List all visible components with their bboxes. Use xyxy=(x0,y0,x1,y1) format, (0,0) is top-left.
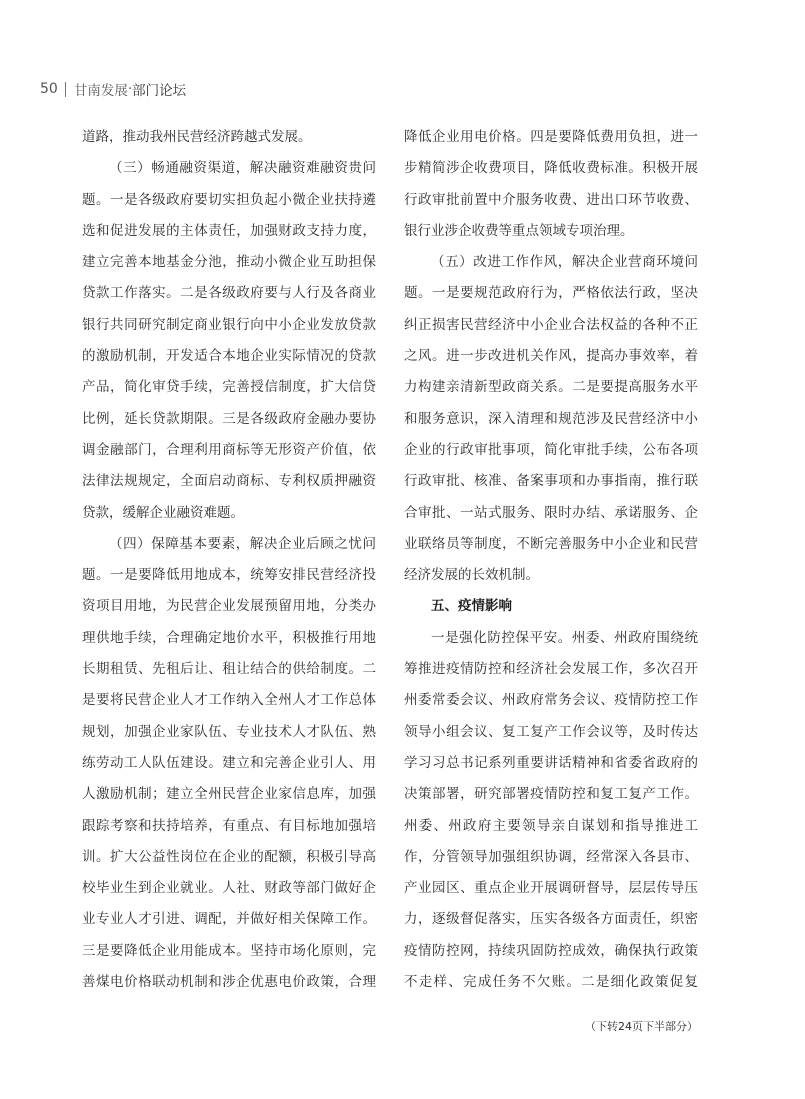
text-line: 规划，加强企业家队伍、专业技术人才队伍、熟 xyxy=(82,723,376,740)
text-line: 经济发展的长效机制。 xyxy=(404,567,539,584)
text-line: 业联络员等制度，不断完善服务中小企业和民营 xyxy=(404,535,698,552)
text-line: 跟踪考察和扶持培养，有重点、有目标地加强培 xyxy=(82,817,376,834)
text-line: 产业园区、重点企业开展调研督导，层层传导压 xyxy=(404,880,698,897)
text-line: 筹推进疫情防控和经济社会发展工作，多次召开 xyxy=(404,661,698,678)
text-line: 校毕业生到企业就业。人社、财政等部门做好企 xyxy=(82,880,376,897)
text-line: 决策部署，研究部署疫情防控和复工复产工作。 xyxy=(404,786,698,803)
text-line: 道路，推动我州民营经济跨越式发展。 xyxy=(82,129,312,145)
text-line: 行政审批前置中介服务收费、进出口环节收费、 xyxy=(404,191,698,208)
text-line: 练劳动工人队伍建设。建立和完善企业引人、用 xyxy=(82,754,376,771)
text-line: 善煤电价格联动机制和涉企优惠电价政策，合理 xyxy=(82,974,376,991)
text-line: 选和促进发展的主体责任，加强财政支持力度， xyxy=(82,222,376,239)
text-line: 和服务意识，深入清理和规范涉及民营经济中小 xyxy=(404,410,698,427)
text-line: 理供地手续，合理确定地价水平，积极推行用地 xyxy=(82,629,376,646)
text-line: 法律法规规定，全面启动商标、专利权质押融资 xyxy=(82,473,376,490)
text-line: 贷款工作落实。二是各级政府要与人行及各商业 xyxy=(82,285,376,302)
text-line: 力构建亲清新型政商关系。二是要提高服务水平 xyxy=(404,379,698,396)
text-line: （三）畅通融资渠道，解决融资难融资贵问 xyxy=(109,160,376,177)
text-line: 建立完善本地基金分池，推动小微企业互助担保 xyxy=(82,254,376,271)
text-line: 的激励机制，开发适合本地企业实际情况的贷款 xyxy=(82,348,376,365)
text-line: 比例，延长贷款期限。三是各级政府金融办要协 xyxy=(82,410,376,427)
left-text-column xyxy=(82,122,376,998)
text-line: 州委常委会议、州政府常务会议、疫情防控工作 xyxy=(404,692,698,709)
text-line: 产品，简化审贷手续，完善授信制度，扩大信贷 xyxy=(82,379,376,396)
header-divider xyxy=(65,82,66,97)
text-line: 行政审批、核准、备案事项和办事指南，推行联 xyxy=(404,473,698,490)
text-line: 业专业人才引进、调配，并做好相关保障工作。 xyxy=(82,911,376,928)
text-line: 之风。进一步改进机关作风，提高办事效率，着 xyxy=(404,348,698,365)
right-text-column xyxy=(404,122,698,998)
text-line: 三是要降低企业用能成本。坚持市场化原则，完 xyxy=(82,942,376,959)
text-line: 领导小组会议、复工复产工作会议等，及时传达 xyxy=(404,723,698,740)
page-number: 50 xyxy=(40,81,58,97)
column-name: 部门论坛 xyxy=(132,83,187,99)
text-line: 疫情防控网，持续巩固防控成效，确保执行政策 xyxy=(404,942,698,959)
text-line: 资项目用地，为民营企业发展预留用地，分类办 xyxy=(82,598,376,615)
text-line: 贷款，缓解企业融资难题。 xyxy=(82,504,244,521)
text-line: （四）保障基本要素，解决企业后顾之忧问 xyxy=(109,535,376,552)
text-line: 合审批、一站式服务、限时办结、承诺服务、企 xyxy=(404,504,698,521)
text-line: 不走样、完成任务不欠账。二是细化政策促复 xyxy=(404,974,698,991)
text-line: 题。一是要降低用地成本，统筹安排民营经济投 xyxy=(82,567,376,584)
text-line: 步精简涉企收费项目，降低收费标准。积极开展 xyxy=(404,160,698,177)
text-line: 作，分管领导加强组织协调，经常深入各县市、 xyxy=(404,848,698,865)
text-line: 学习习总书记系列重要讲话精神和省委省政府的 xyxy=(404,754,698,771)
text-line: 题。一是各级政府要切实担负起小微企业扶持遴 xyxy=(82,191,376,208)
text-line: 调金融部门，合理利用商标等无形资产价值，依 xyxy=(82,441,376,458)
section-heading: 五、疫情影响 xyxy=(431,598,512,615)
text-line: 人激励机制；建立全州民营企业家信息库，加强 xyxy=(82,786,376,803)
running-header xyxy=(40,79,186,99)
text-line: 题。一是要规范政府行为，严格依法行政，坚决 xyxy=(404,285,698,302)
header-separator: · xyxy=(127,81,133,97)
text-line: 企业的行政审批事项，简化审批手续，公布各项 xyxy=(404,441,698,458)
text-line: （五）改进工作作风，解决企业营商环境问 xyxy=(431,254,698,271)
text-line: 一是强化防控保平安。州委、州政府围绕统 xyxy=(431,629,698,646)
text-line: 长期租赁、先租后让、租让结合的供给制度。二 xyxy=(82,661,376,678)
text-line: 力，逐级督促落实，压实各级各方面责任，织密 xyxy=(404,911,698,928)
text-line: 降低企业用电价格。四是要降低费用负担，进一 xyxy=(404,129,698,145)
text-line: 银行共同研究制定商业银行向中小企业发放贷款 xyxy=(82,316,376,333)
text-line: 训。扩大公益性岗位在企业的配额，积极引导高 xyxy=(82,848,376,865)
text-line: 是要将民营企业人才工作纳入全州人才工作总体 xyxy=(82,692,376,709)
journal-name: 甘南发展 xyxy=(73,83,128,99)
continued-note: （下转24页下半部分） xyxy=(585,1020,698,1033)
text-line: 州委、州政府主要领导亲自谋划和指导推进工 xyxy=(404,817,698,834)
text-line: 银行业涉企收费等重点领域专项治理。 xyxy=(404,222,634,239)
text-line: 纠正损害民营经济中小企业合法权益的各种不正 xyxy=(404,316,698,333)
